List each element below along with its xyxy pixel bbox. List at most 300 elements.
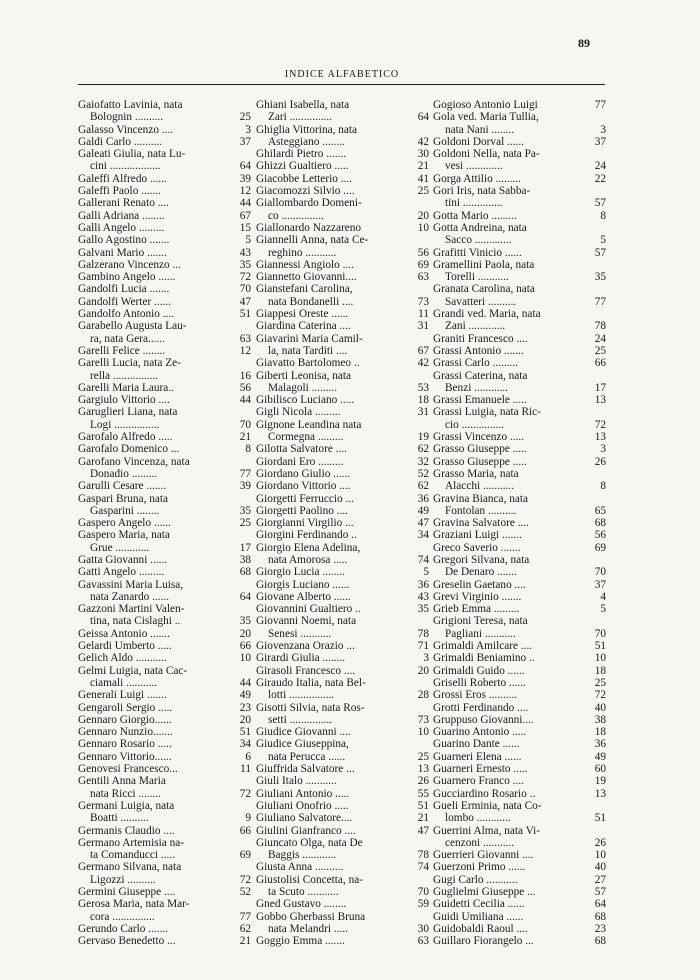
index-entry xyxy=(433,308,606,333)
entry-page-number: 25 xyxy=(594,676,606,689)
entry-name: Grasso Giuseppe ..... xyxy=(433,455,527,468)
entry-name: Gotta Andreina, nata xyxy=(433,221,527,234)
index-entry xyxy=(256,160,429,172)
entry-page-number: 52 xyxy=(417,467,429,480)
index-entry xyxy=(256,320,429,332)
entry-name: Guidetti Cecilia ...... xyxy=(433,898,525,911)
entry-name: Girardi Giulia ........ xyxy=(256,652,346,665)
entry-name: Guerrieri Giovanni .... xyxy=(433,849,534,862)
entry-page-number: 10 xyxy=(417,726,429,739)
index-entry xyxy=(78,775,251,800)
index-entry xyxy=(433,370,606,395)
entry-line xyxy=(78,210,251,222)
entry-name: Garelli Lucia, nata Ze- xyxy=(78,357,181,370)
entry-line xyxy=(256,529,429,541)
entry-name: Gallo Agostino ....... xyxy=(78,234,170,247)
index-entry xyxy=(433,763,606,775)
index-entry xyxy=(256,702,429,727)
entry-name: cenzoni ........... xyxy=(445,836,515,849)
entry-page-number: 36 xyxy=(417,492,429,505)
entry-page-number: 69 xyxy=(594,541,606,554)
entry-page-number: 72 xyxy=(239,271,251,284)
entry-page-number: 18 xyxy=(417,394,429,407)
entry-page-number: 77 xyxy=(594,99,606,111)
entry-line xyxy=(78,554,251,566)
entry-line xyxy=(256,222,429,234)
entry-line xyxy=(256,357,429,369)
index-entry xyxy=(433,714,606,726)
entry-line xyxy=(256,160,429,172)
entry-name: Gilotta Salvatore .... xyxy=(256,443,347,456)
entry-page-number: 17 xyxy=(594,381,606,394)
entry-line xyxy=(433,370,606,382)
entry-page-number: 3 xyxy=(600,443,606,456)
index-entry xyxy=(78,529,251,554)
entry-name: lombo ............ xyxy=(445,812,511,825)
entry-name: setti ............... xyxy=(268,713,333,726)
entry-name: Giannelli Anna, nata Ce- xyxy=(256,234,369,247)
entry-line xyxy=(78,197,251,209)
entry-line xyxy=(433,825,606,837)
entry-page-number: 34 xyxy=(239,738,251,751)
entry-continuation-line xyxy=(256,296,429,308)
entry-name: Grasso Giuseppe ..... xyxy=(433,443,527,456)
entry-page-number: 66 xyxy=(594,357,606,370)
index-entry xyxy=(433,283,606,308)
entry-page-number: 77 xyxy=(239,910,251,923)
entry-name: Gengaroli Sergio ..... xyxy=(78,701,173,714)
entry-name: Guarino Antonio ..... xyxy=(433,726,527,739)
entry-page-number: 10 xyxy=(594,652,606,665)
entry-page-number: 67 xyxy=(417,344,429,357)
entry-page-number: 40 xyxy=(594,861,606,874)
entry-page-number: 69 xyxy=(417,258,429,271)
entry-name: Genovesi Francesco... xyxy=(78,763,178,776)
entry-line xyxy=(256,738,429,750)
index-entry xyxy=(256,665,429,677)
entry-page-number: 3 xyxy=(245,123,251,136)
entry-name: Donadio ......... xyxy=(90,467,158,480)
entry-page-number: 30 xyxy=(417,148,429,161)
entry-page-number: 35 xyxy=(594,271,606,284)
entry-name: Greco Saverio ....... xyxy=(433,541,521,554)
index-entry xyxy=(433,677,606,689)
entry-line xyxy=(256,542,429,554)
entry-name: Gargiulo Vittorio .... xyxy=(78,394,170,407)
entry-line xyxy=(256,456,429,468)
entry-name: Gelmi Luigia, nata Cac- xyxy=(78,664,188,677)
entry-page-number: 25 xyxy=(239,111,251,124)
entry-name: Gori Iris, nata Sabba- xyxy=(433,185,531,198)
entry-page-number: 25 xyxy=(417,185,429,198)
entry-line xyxy=(433,333,606,345)
index-entry xyxy=(78,898,251,923)
entry-name: cora ............... xyxy=(90,910,155,923)
entry-page-number: 63 xyxy=(417,935,429,948)
entry-line xyxy=(78,185,251,197)
entry-name: Grotti Ferdinando .... xyxy=(433,701,529,714)
index-entry xyxy=(78,652,251,664)
index-entry xyxy=(433,406,606,431)
entry-page-number: 74 xyxy=(417,861,429,874)
entry-name: Gatta Giovanni ...... xyxy=(78,553,168,566)
index-entry xyxy=(78,124,251,136)
entry-line xyxy=(78,443,251,455)
entry-line xyxy=(433,923,606,935)
entry-page-number: 64 xyxy=(594,898,606,911)
entry-name: Giorgianni Virgilio ... xyxy=(256,517,354,530)
entry-page-number: 35 xyxy=(239,258,251,271)
index-entry xyxy=(256,874,429,899)
entry-page-number: 62 xyxy=(417,443,429,456)
entry-line xyxy=(433,443,606,455)
entry-page-number: 18 xyxy=(594,664,606,677)
entry-page-number: 25 xyxy=(239,517,251,530)
index-entry xyxy=(433,935,606,947)
index-entry xyxy=(256,406,429,418)
index-entry xyxy=(433,874,606,886)
entry-name: Guerzoni Primo ...... xyxy=(433,861,526,874)
entry-name: Savatteri .......... xyxy=(445,295,517,308)
entry-name: Garuglieri Liana, nata xyxy=(78,406,178,419)
entry-name: Gazzoni Martini Valen- xyxy=(78,603,185,616)
entry-name: Giuliano Salvatore.... xyxy=(256,812,353,825)
entry-page-number: 74 xyxy=(417,553,429,566)
entry-name: Gaspero Angelo ...... xyxy=(78,517,171,530)
entry-continuation-line xyxy=(433,160,606,172)
entry-page-number: 68 xyxy=(594,910,606,923)
entry-page-number: 70 xyxy=(417,886,429,898)
entry-name: ciamali ........... xyxy=(90,676,158,689)
entry-name: Giardina Caterina .... xyxy=(256,320,351,333)
entry-page-number: 62 xyxy=(417,480,429,493)
entry-line xyxy=(256,825,429,837)
index-entry xyxy=(433,825,606,850)
index-column-3 xyxy=(433,99,606,947)
index-entry xyxy=(256,652,429,664)
entry-name: Grassi Caterina, nata xyxy=(433,369,528,382)
entry-line xyxy=(433,247,606,259)
entry-line xyxy=(433,665,606,677)
index-entry xyxy=(256,566,429,578)
entry-name: Gennaro Giorgio...... xyxy=(78,713,172,726)
entry-page-number: 42 xyxy=(417,357,429,370)
entry-name: Giavarini Maria Camil- xyxy=(256,332,363,345)
entry-line xyxy=(433,222,606,234)
index-entry xyxy=(78,886,251,898)
index-entry xyxy=(256,493,429,505)
index-entry xyxy=(78,579,251,604)
entry-page-number: 20 xyxy=(417,664,429,677)
index-entry xyxy=(256,259,429,271)
entry-page-number: 47 xyxy=(417,517,429,530)
entry-page-number: 66 xyxy=(239,640,251,653)
entry-line xyxy=(78,714,251,726)
entry-line xyxy=(433,751,606,763)
entry-page-number: 44 xyxy=(239,197,251,210)
entry-name: vesi ............. xyxy=(445,160,503,173)
entry-page-number: 72 xyxy=(239,787,251,800)
entry-name: Garelli Maria Laura.. xyxy=(78,381,174,394)
entry-name: nata Zanardo ...... xyxy=(90,590,170,603)
entry-page-number: 41 xyxy=(417,172,429,185)
entry-line xyxy=(256,443,429,455)
entry-name: Giannetto Giovanni.... xyxy=(256,271,357,284)
entry-name: Gibilisco Luciano ..... xyxy=(256,394,355,407)
entry-line xyxy=(78,529,251,541)
entry-line xyxy=(78,320,251,332)
entry-line xyxy=(433,554,606,566)
entry-page-number: 19 xyxy=(417,431,429,444)
entry-name: Boatti .......... xyxy=(90,812,149,825)
entry-continuation-line xyxy=(433,320,606,332)
entry-name: nata Nani ........ xyxy=(445,123,515,136)
entry-page-number: 56 xyxy=(417,246,429,259)
entry-continuation-line xyxy=(256,431,429,443)
entry-page-number: 26 xyxy=(594,455,606,468)
entry-page-number: 62 xyxy=(239,922,251,935)
entry-continuation-line xyxy=(256,923,429,935)
entry-line xyxy=(78,665,251,677)
entry-page-number: 69 xyxy=(239,849,251,862)
index-entry xyxy=(256,603,429,615)
entry-name: Grandi ved. Maria, nata xyxy=(433,308,541,321)
entry-page-number: 78 xyxy=(417,849,429,862)
index-entry xyxy=(433,652,606,664)
entry-name: Asteggiano ........ xyxy=(268,135,345,148)
entry-line xyxy=(256,493,429,505)
entry-page-number: 24 xyxy=(594,160,606,173)
entry-name: De Denaro ....... xyxy=(445,566,517,579)
entry-page-number: 65 xyxy=(594,504,606,517)
entry-line xyxy=(433,148,606,160)
entry-name: Giorgis Luciano ...... xyxy=(256,578,350,591)
entry-line xyxy=(256,812,429,824)
entry-name: Giuncato Olga, nata De xyxy=(256,836,363,849)
entry-page-number: 47 xyxy=(417,824,429,837)
entry-name: Galli Adriana ........ xyxy=(78,209,165,222)
entry-name: Gravina Bianca, nata xyxy=(433,492,529,505)
entry-line xyxy=(78,738,251,750)
entry-page-number: 16 xyxy=(239,369,251,382)
entry-name: Goldoni Nella, nata Pa- xyxy=(433,148,540,161)
entry-page-number: 19 xyxy=(594,775,606,788)
index-entry xyxy=(256,443,429,455)
entry-name: Grue ............ xyxy=(90,541,150,554)
index-entry xyxy=(433,517,606,529)
index-entry xyxy=(78,493,251,518)
entry-name: Gueli Erminia, nata Co- xyxy=(433,799,542,812)
entry-line xyxy=(78,480,251,492)
entry-page-number: 5 xyxy=(245,234,251,247)
entry-name: Giorgio Elena Adelina, xyxy=(256,541,361,554)
entry-name: cio ............... xyxy=(445,418,504,431)
index-entry xyxy=(256,370,429,395)
entry-line xyxy=(78,603,251,615)
entry-line xyxy=(78,775,251,787)
index-entry xyxy=(78,935,251,947)
index-entry xyxy=(433,849,606,861)
index-entry xyxy=(256,222,429,234)
entry-name: nata Bondanelli .... xyxy=(268,295,354,308)
entry-name: Gucciardino Rosario .. xyxy=(433,787,536,800)
index-entry xyxy=(256,394,429,406)
entry-name: Giovenzana Orazio ... xyxy=(256,640,355,653)
entry-name: la, nata Tarditi .... xyxy=(268,344,348,357)
entry-page-number: 53 xyxy=(417,381,429,394)
entry-name: Guarneri Ernesto ..... xyxy=(433,763,528,776)
entry-page-number: 31 xyxy=(417,406,429,419)
index-entry xyxy=(78,308,251,320)
index-entry xyxy=(256,935,429,947)
entry-name: Giusta Anna .......... xyxy=(256,861,344,874)
entry-line xyxy=(433,640,606,652)
index-entry xyxy=(78,382,251,394)
entry-page-number: 55 xyxy=(417,787,429,800)
entry-page-number: 25 xyxy=(594,344,606,357)
entry-name: Gola ved. Maria Tullia, xyxy=(433,111,539,124)
index-entry xyxy=(256,788,429,800)
index-entry xyxy=(78,923,251,935)
entry-page-number: 36 xyxy=(417,578,429,591)
index-entry xyxy=(256,99,429,124)
entry-line xyxy=(78,271,251,283)
entry-name: Gennaro Nunzio....... xyxy=(78,726,173,739)
entry-name: Gotta Mario ......... xyxy=(433,209,517,222)
index-entry xyxy=(78,148,251,173)
entry-continuation-line xyxy=(433,505,606,517)
entry-continuation-line xyxy=(433,197,606,209)
entry-name: Giuliani Onofrio ..... xyxy=(256,799,349,812)
entry-name: Guillaro Fiorangelo ... xyxy=(433,935,534,948)
entry-line xyxy=(256,234,429,246)
entry-page-number: 34 xyxy=(417,529,429,542)
entry-name: Grimaldi Guido ...... xyxy=(433,664,525,677)
entry-page-number: 35 xyxy=(239,615,251,628)
entry-name: Fontolan .......... xyxy=(445,504,517,517)
index-entry xyxy=(433,111,606,136)
entry-continuation-line xyxy=(433,271,606,283)
entry-name: Geissa Antonio ....... xyxy=(78,627,170,640)
index-entry xyxy=(433,886,606,898)
entry-line xyxy=(433,345,606,357)
entry-name: Zani ............. xyxy=(445,320,506,333)
entry-page-number: 12 xyxy=(239,344,251,357)
entry-name: Gandolfo Antonio .... xyxy=(78,308,175,321)
entry-name: Giovane Alberto ...... xyxy=(256,590,351,603)
index-entry xyxy=(256,911,429,936)
entry-line xyxy=(433,874,606,886)
entry-name: Garelli Felice ........ xyxy=(78,344,166,357)
index-entry xyxy=(433,529,606,541)
index-entry xyxy=(256,591,429,603)
index-entry xyxy=(433,542,606,554)
entry-name: Torelli ........... xyxy=(445,271,509,284)
entry-line xyxy=(78,124,251,136)
index-entry xyxy=(433,431,606,443)
index-entry xyxy=(78,726,251,738)
entry-line xyxy=(433,99,606,111)
entry-line xyxy=(256,394,429,406)
index-entry xyxy=(78,640,251,652)
entry-page-number: 36 xyxy=(594,738,606,751)
entry-line xyxy=(256,406,429,418)
index-entry xyxy=(433,579,606,591)
entry-line xyxy=(256,615,429,627)
entry-name: Giustolisi Concetta, na- xyxy=(256,873,363,886)
entry-line xyxy=(256,652,429,664)
entry-page-number: 70 xyxy=(594,566,606,579)
entry-line xyxy=(256,505,429,517)
index-entry xyxy=(78,714,251,726)
index-entry xyxy=(256,640,429,652)
entry-line xyxy=(78,751,251,763)
entry-line xyxy=(433,763,606,775)
index-entry xyxy=(78,702,251,714)
entry-page-number: 51 xyxy=(417,799,429,812)
entry-name: Garabello Augusta Lau- xyxy=(78,320,187,333)
entry-page-number: 67 xyxy=(239,209,251,222)
entry-name: Gallerani Renato .... xyxy=(78,197,169,210)
entry-name: Goggio Emma ....... xyxy=(256,935,345,948)
entry-name: Galvani Mario ....... xyxy=(78,246,167,259)
index-entry xyxy=(433,615,606,640)
index-entry xyxy=(433,800,606,825)
entry-page-number: 78 xyxy=(594,320,606,333)
entry-continuation-line xyxy=(433,419,606,431)
entry-page-number: 11 xyxy=(240,763,251,776)
entry-line xyxy=(433,210,606,222)
entry-page-number: 72 xyxy=(594,689,606,702)
index-entry xyxy=(433,603,606,615)
entry-line xyxy=(78,628,251,640)
index-entry xyxy=(256,271,429,283)
entry-name: Germini Giuseppe .... xyxy=(78,886,176,898)
entry-continuation-line xyxy=(78,419,251,431)
entry-name: Grimaldi Amilcare .... xyxy=(433,640,533,653)
entry-page-number: 49 xyxy=(239,689,251,702)
entry-name: Giallombardo Domeni- xyxy=(256,197,362,210)
entry-line xyxy=(256,419,429,431)
entry-name: Graniti Francesco .... xyxy=(433,332,528,345)
entry-page-number: 68 xyxy=(239,566,251,579)
index-entry xyxy=(433,861,606,873)
entry-name: Gorga Attilio ......... xyxy=(433,172,521,185)
entry-line xyxy=(78,800,251,812)
entry-page-number: 10 xyxy=(417,221,429,234)
index-entry xyxy=(256,283,429,308)
entry-name: nata Amorosa ..... xyxy=(268,553,348,566)
entry-name: Grimaldi Beniamino .. xyxy=(433,652,535,665)
entry-page-number: 77 xyxy=(239,467,251,480)
entry-line xyxy=(256,566,429,578)
entry-name: Gned Gustavo ........ xyxy=(256,898,347,911)
entry-name: Sacco ............. xyxy=(445,234,512,247)
entry-page-number: 49 xyxy=(417,504,429,517)
entry-page-number: 25 xyxy=(417,750,429,763)
index-entry xyxy=(78,837,251,862)
entry-name: Gavassini Maria Luisa, xyxy=(78,578,184,591)
entry-page-number: 13 xyxy=(417,763,429,776)
index-entry xyxy=(256,505,429,517)
entry-name: Ghiani Isabella, nata xyxy=(256,99,350,111)
index-entry xyxy=(256,468,429,480)
index-entry xyxy=(78,173,251,185)
entry-line xyxy=(256,726,429,738)
entry-line xyxy=(256,320,429,332)
entry-name: Guidobaldi Raoul .... xyxy=(433,922,528,935)
index-entry xyxy=(256,837,429,862)
